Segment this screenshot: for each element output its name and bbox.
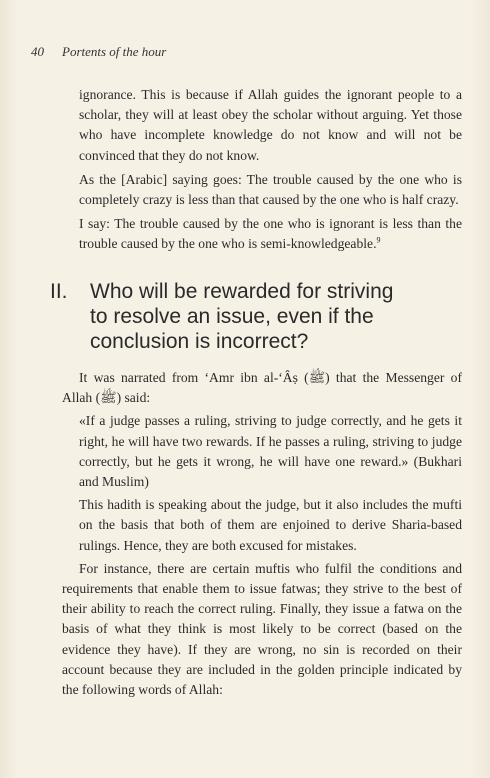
section-heading: [50, 279, 450, 354]
section-number: II.: [50, 280, 68, 303]
lower-text-block: [62, 368, 462, 700]
running-title: Portents of the hour: [62, 44, 167, 59]
paragraph-muftis: For instance, there are certain muftis who fulfil the conditions and requirements that enable them to issue fatwas; they strive to the best of their ability to reach the correct ruling. Finally, they issue a fatwa on the basis of what they think is most likely to be correct (based on the evidence they have). If they are wrong, no sin is recorded on their account because they are included in the golden principle indicated by the following words of Allah:: [62, 560, 462, 698]
section-title-line3: conclusion is incorrect?: [90, 330, 309, 353]
paragraph-i-say: [79, 214, 462, 254]
paragraph-narration: It was narrated from ‘Amr ibn al-‘Âṣ (ﷺ) that the Messenger of Allah (ﷺ) said:: [62, 370, 462, 406]
paragraph-hadith-explanation: This hadith is speaking about the judge, but it also includes the mufti on the basis that both of them are enjoined to derive Sharia-based rulings. Hence, they are both excused for mistakes.: [79, 497, 462, 553]
body-paragraphs: [62, 495, 462, 556]
paragraph-saying: As the [Arabic] saying goes: The trouble caused by the one who is completely crazy is less than that caused by the one who is half crazy.: [79, 171, 462, 208]
body-paragraphs-2: [62, 559, 462, 700]
hadith-quote: [62, 411, 462, 492]
section-title-line2: to resolve an issue, even if the: [90, 305, 374, 328]
page-number: 40: [31, 44, 44, 59]
footnote-marker: 9: [376, 235, 381, 245]
hadith-quote-text: «If a judge passes a ruling, striving to judge correctly, and he gets it right, he will have two rewards. If he passes a ruling, striving to judge correctly, but he gets it wrong, he will have one reward.» (Bukhari and Muslim): [79, 413, 462, 490]
page-header: [31, 44, 166, 60]
paragraph-ignorance: ignorance. This is because if Allah guides the ignorant people to a scholar, they will at least obey the scholar without arguing. Yet those who have incomplete knowledge do not know and will not be convinced that they do not know.: [79, 87, 462, 163]
section-title-line1: Who will be rewarded for striving: [90, 280, 394, 303]
paragraph-i-say-text: I say: The trouble caused by the one who is ignorant is less than the trouble caused by the one who is semi-knowledgeable.: [79, 216, 462, 252]
top-text-block: [79, 85, 462, 259]
